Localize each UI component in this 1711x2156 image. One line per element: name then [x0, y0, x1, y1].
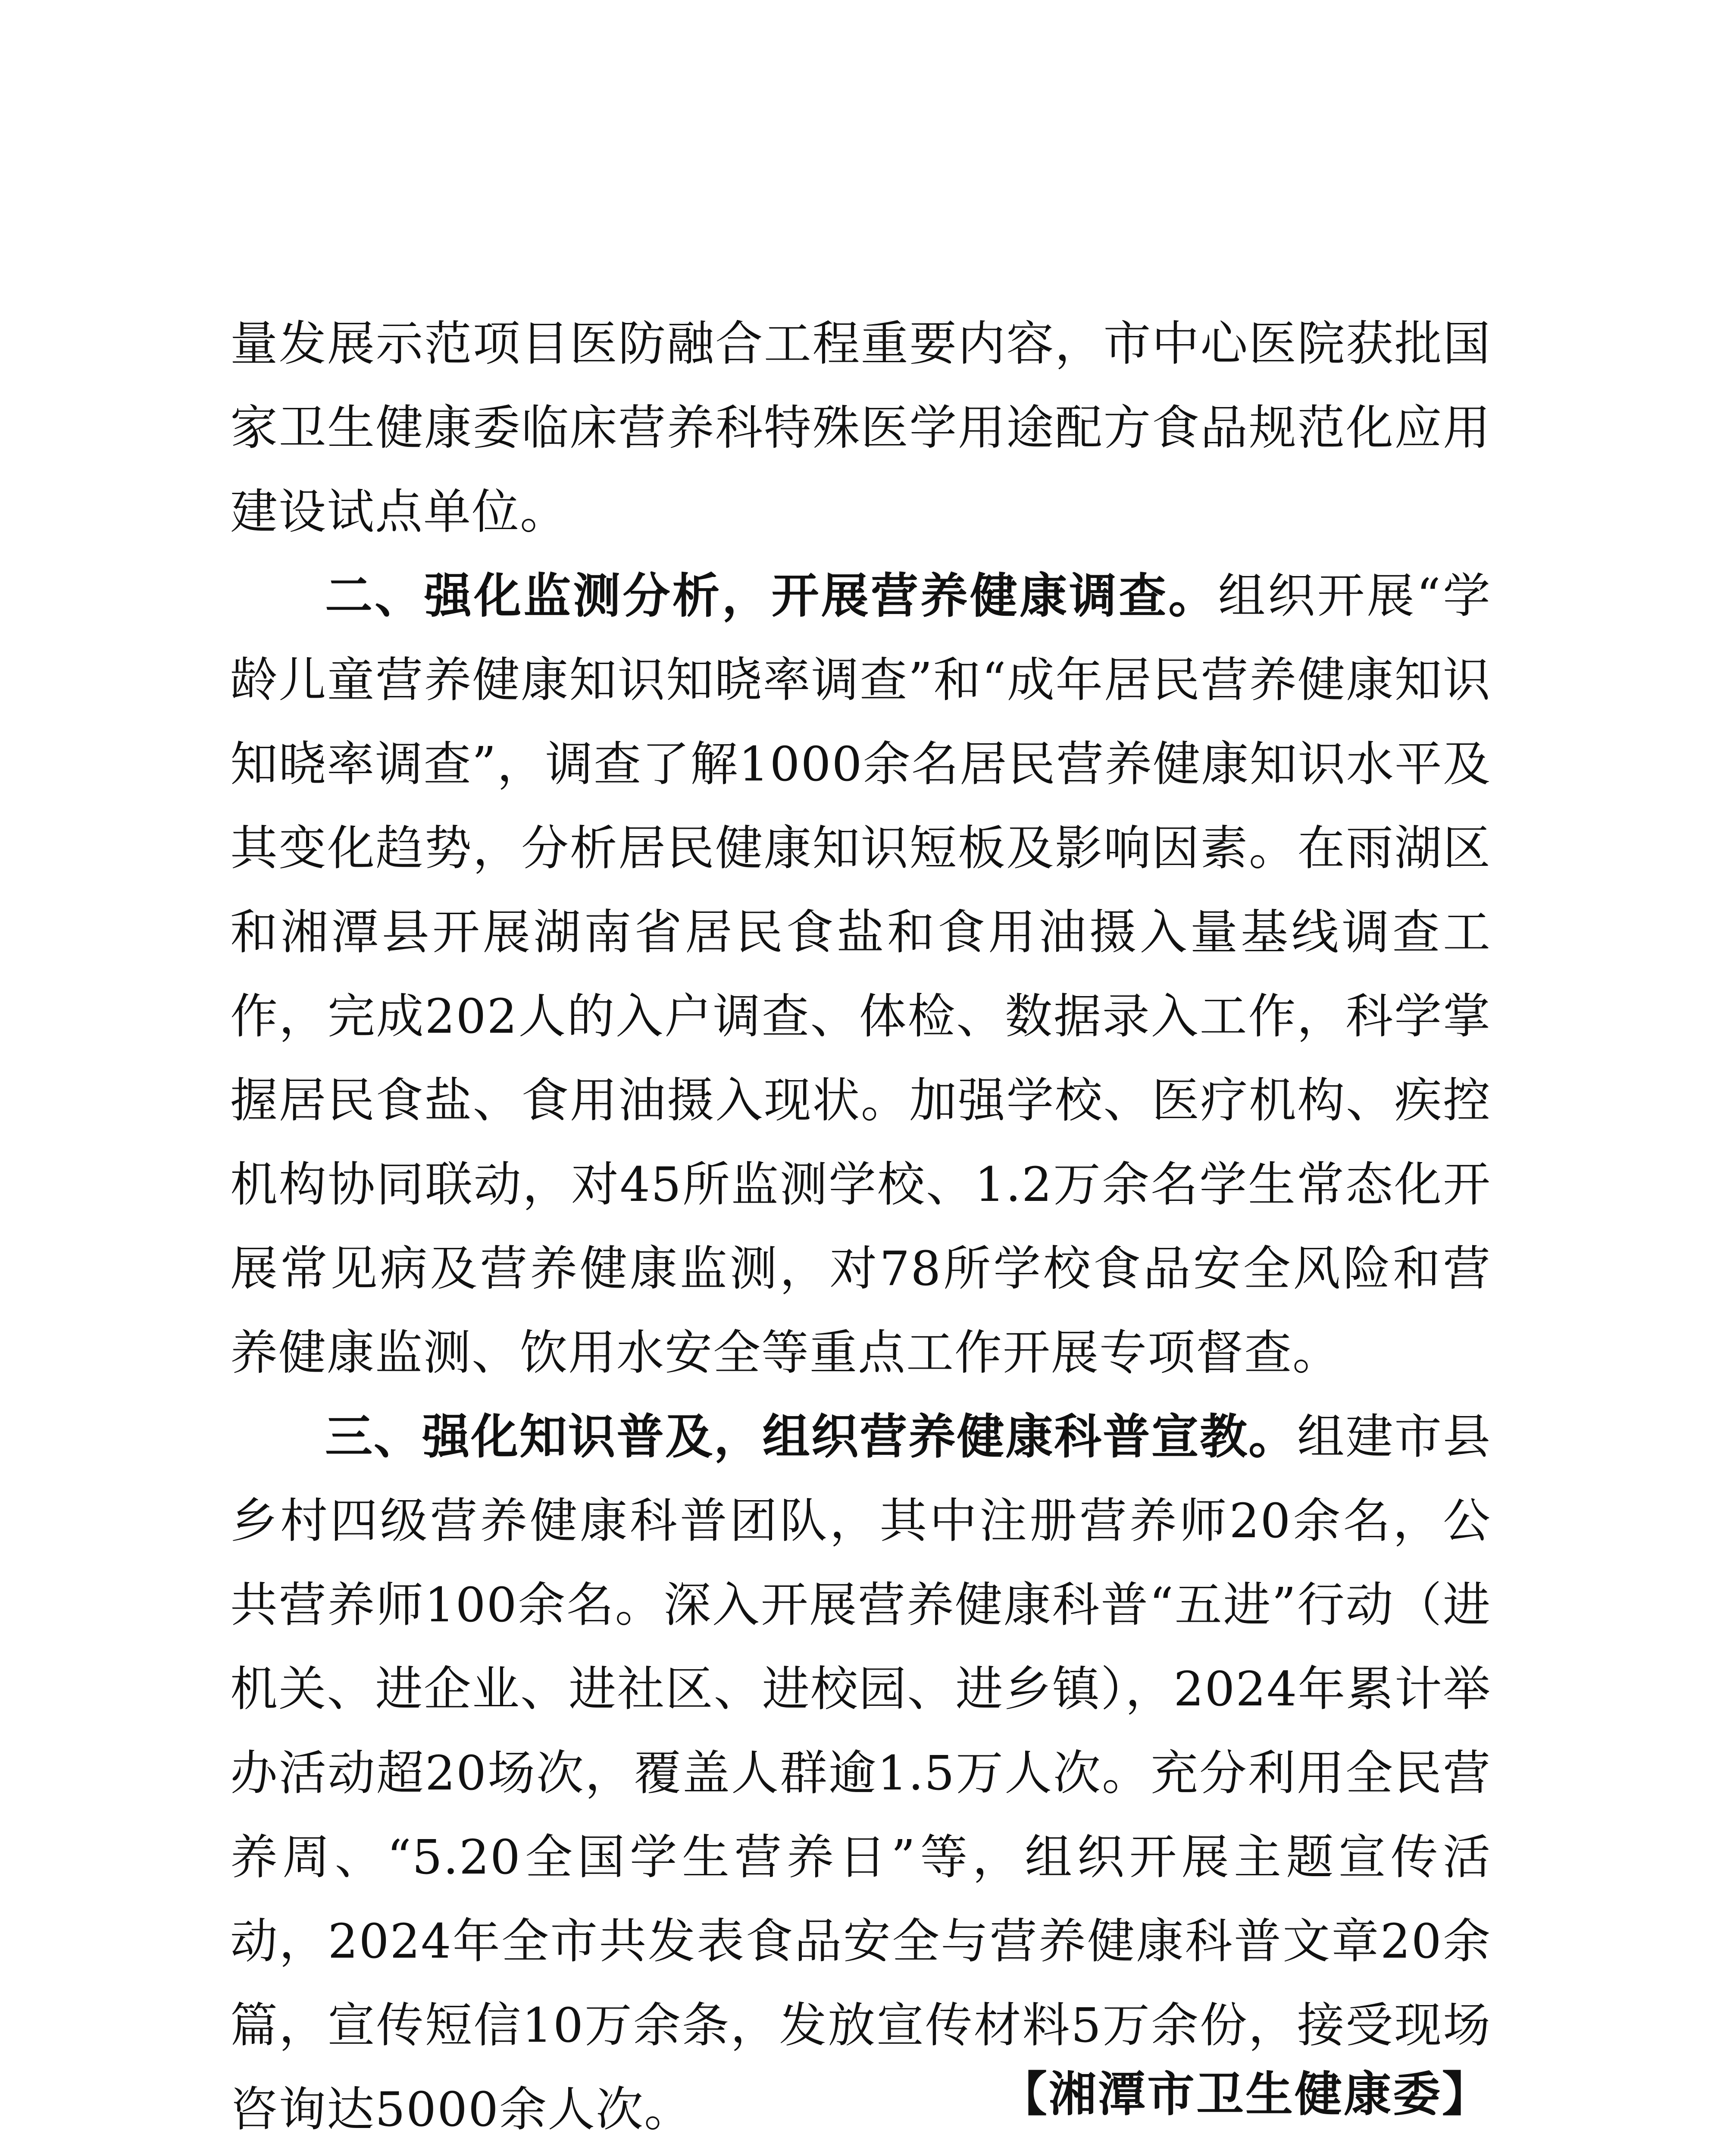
section-3-paragraph: [230, 1395, 1491, 2152]
section-3-heading: 三、强化知识普及，组织营养健康科普宣教。: [325, 1409, 1297, 1464]
section-3-body: 组建市县乡村四级营养健康科普团队，其中注册营养师20余名，公共营养师100余名。深入开展营养健康科普“五进”行动（进机关、进企业、进社区、进校园、进乡镇），2024年累计举办活动超20场次，覆盖人群逾1.5万人次。充分利用全民营养周、“5.20全国学生营养日”等，组织开展主题宣传活动，2024年全市共发表食品安全与营养健康科普文章20余篇，宣传短信10万余条，发放宣传材料5万余份，接受现场咨询达5000余人次。: [230, 1409, 1491, 2137]
section-2-body: 组织开展“学龄儿童营养健康知识知晓率调查”和“成年居民营养健康知识知晓率调查”，调查了解1000余名居民营养健康知识水平及其变化趋势，分析居民健康知识短板及影响因素。在雨湖区和湘潭县开展湖南省居民食盐和食用油摄入量基线调查工作，完成202人的入户调查、体检、数据录入工作，科学掌握居民食盐、食用油摄入现状。加强学校、医疗机构、疾控机构协同联动，对45所监测学校、1.2万余名学生常态化开展常见病及营养健康监测，对78所学校食品安全风险和营养健康监测、饮用水安全等重点工作开展专项督查。: [230, 568, 1491, 1380]
paragraph-continuation: 量发展示范项目医防融合工程重要内容，市中心医院获批国家卫生健康委临床营养科特殊医学用途配方食品规范化应用建设试点单位。: [230, 316, 1491, 539]
section-2-heading: 二、强化监测分析，开展营养健康调查。: [325, 568, 1218, 624]
document-body: [230, 302, 1491, 2152]
section-2-paragraph: [230, 554, 1491, 1395]
issuer-signature: 【湘潭市卫生健康委】: [1000, 2067, 1491, 2122]
